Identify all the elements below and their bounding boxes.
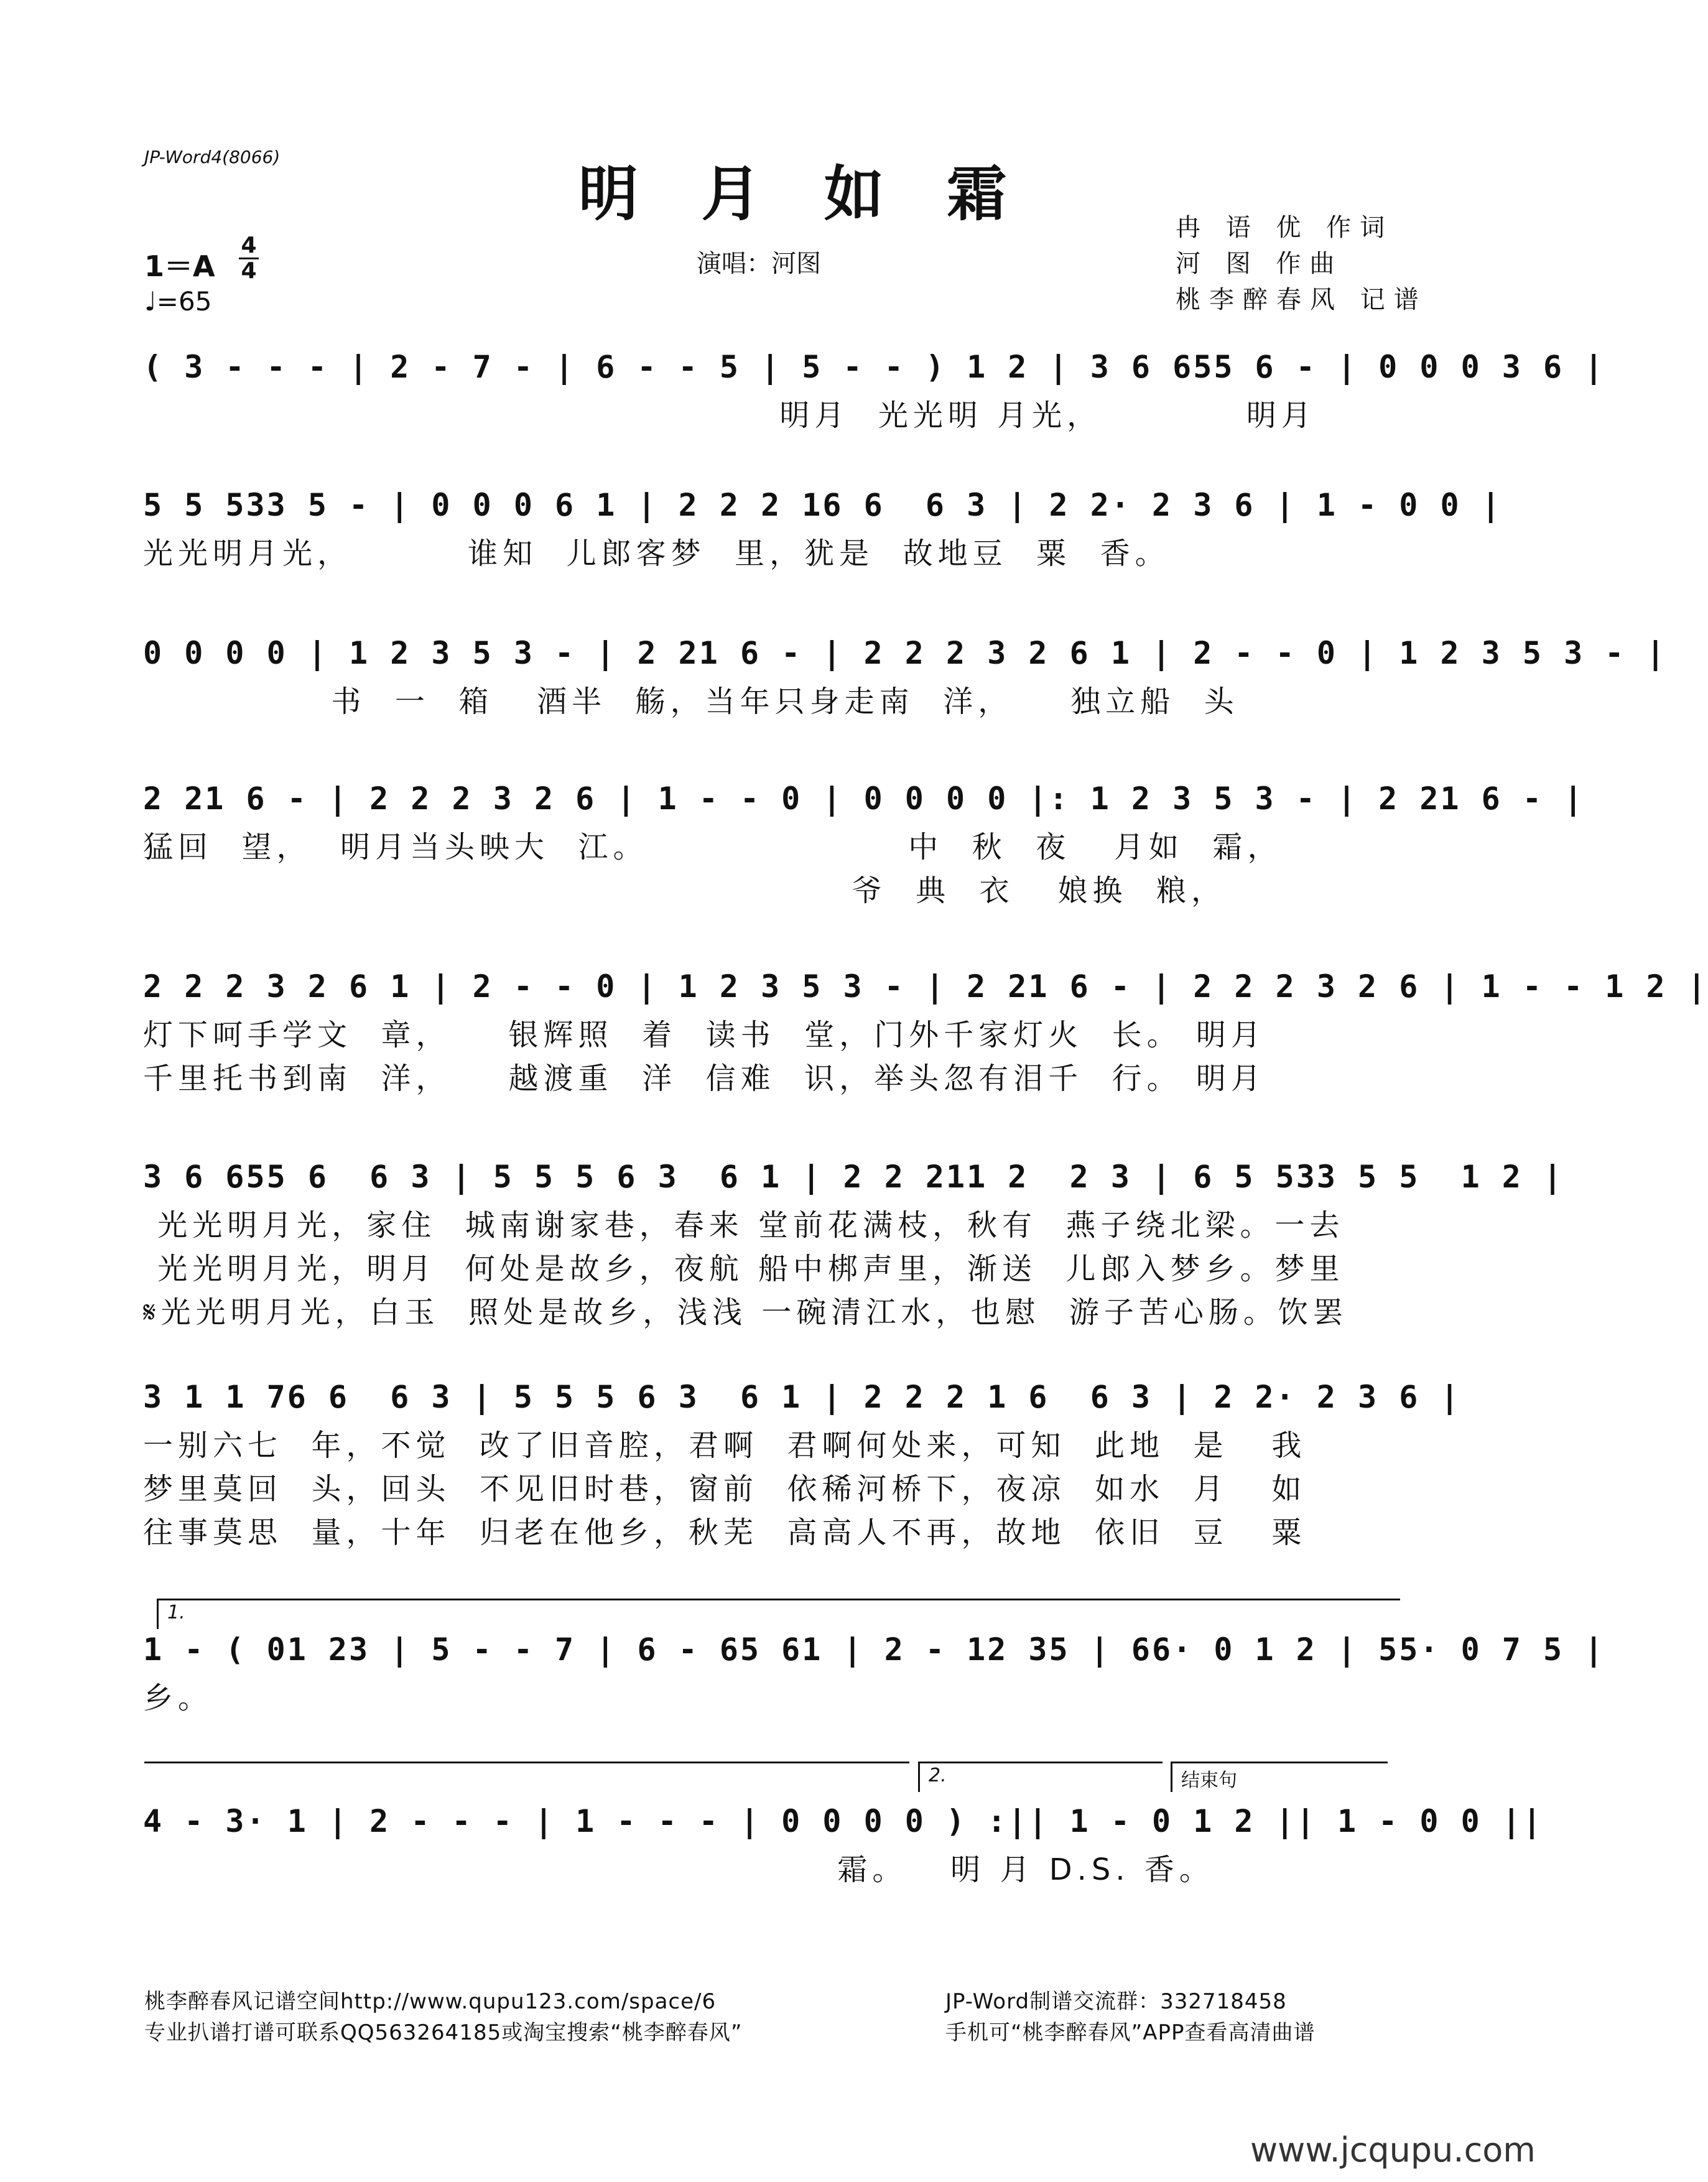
volta-1-continuation-line [144, 1762, 909, 1763]
footer-right-line-1: JP-Word制谱交流群：332718458 [945, 1989, 1287, 2014]
transcriber-credit: 桃李醉春风 记谱 [1176, 286, 1427, 314]
notes-line: 2 2 2 3 2 6 1 | 2 - - 0 | 1 2 3 5 3 - | 2 21 6 - | 2 2 2 3 2 6 | 1 - - 1 2 | [143, 968, 1708, 1005]
notes-line: ( 3 - - - | 2 - 7 - | 6 - - 5 | 5 - - ) 1 2 | 3 6 655 6 - | 0 0 0 3 6 | [143, 349, 1605, 385]
notes-line: 4 - 3· 1 | 2 - - - | 1 - - - | 0 0 0 0 ) :|| 1 - 0 1 2 || 1 - 0 0 || [143, 1803, 1543, 1839]
time-signature-bottom: 4 [241, 258, 257, 284]
lyric-verse-2: 梦里莫回 头，回头 不见旧时巷，窗前 依稀河桥下，夜凉 如水 月 如 [143, 1472, 1307, 1507]
time-signature-top: 4 [241, 233, 257, 258]
composer-credit: 河 图 作曲 [1176, 249, 1344, 278]
page-title: 明 月 如 霜 [578, 159, 1028, 229]
lyric-verse-1: 猛回 望， 明月当头映大 江。 中 秋 夜 月如 霜， [143, 830, 1283, 865]
system-2 [143, 486, 1502, 573]
ending-label: 结束句 [1181, 1770, 1237, 1791]
system-3 [143, 634, 1667, 722]
lyric-verse-2: 光光明月光，明月 何处是故乡，夜航 船中梆声里，渐送 儿郎入梦乡。梦里 [143, 1251, 1345, 1286]
volta-1-label: 1. [167, 1602, 185, 1623]
lyric-verse-1: 书 一 箱 酒半 觞，当年只身走南 洋， 独立船 头 [143, 684, 1239, 719]
lyric-verse-2: 千里托书到南 洋， 越渡重 洋 信难 识，举头忽有泪千 行。 明月 [143, 1061, 1266, 1096]
lyricist-credit: 冉 语 优 作词 [1176, 213, 1394, 242]
system-8 [143, 1631, 1605, 1718]
footer-left-line-1: 桃李醉春风记谱空间http://www.qupu123.com/space/6 [144, 1989, 717, 2014]
lyric-verse-1: 光光明月光，家住 城南谢家巷，春来 堂前花满枝，秋有 燕子绕北梁。一去 [143, 1208, 1345, 1243]
lyric-verse-2: 爷 典 衣 娘换 粮， [143, 873, 1226, 908]
lyric-verse-1: 乡。 [143, 1681, 213, 1715]
time-signature [236, 235, 261, 282]
system-4 [143, 780, 1585, 908]
software-label: JP-Word4(8066) [144, 147, 281, 167]
notes-line: 1 - ( 01 23 | 5 - - 7 | 6 - 65 61 | 2 - 12 35 | 66· 0 1 2 | 55· 0 7 5 | [143, 1632, 1605, 1668]
lyric-verse-1: 霜。 明 月 D.S. 香。 [143, 1852, 1214, 1887]
notes-line: 0 0 0 0 | 1 2 3 5 3 - | 2 21 6 - | 2 2 2 3 2 6 1 | 2 - - 0 | 1 2 3 5 3 - | [143, 635, 1667, 671]
ending-bracket [1171, 1762, 1388, 1792]
system-6 [143, 1158, 1564, 1330]
volta-1-bracket [157, 1599, 1400, 1629]
key-signature: 1＝A [144, 249, 215, 283]
lyric-verse-1: 一别六七 年，不觉 改了旧音腔，君啊 君啊何处来，可知 此地 是 我 [143, 1428, 1307, 1463]
system-9 [143, 1803, 1543, 1890]
lyric-verse-1: 光光明月光， 谁知 儿郎客梦 里，犹是 故地豆 粟 香。 [143, 536, 1170, 571]
singer-credit: 演唱：河图 [697, 249, 821, 278]
notes-line: 3 1 1 76 6 6 3 | 5 5 5 6 3 6 1 | 2 2 2 1 6 6 3 | 2 2· 2 3 6 | [143, 1379, 1461, 1415]
lyric-verse-1: 明月 光光明 月光， 明月 [143, 398, 1316, 433]
lyric-verse-3: 往事莫思 量，十年 归老在他乡，秋芜 高高人不再，故地 依旧 豆 粟 [143, 1515, 1307, 1550]
footer-left-line-2: 专业扒谱打谱可联系QQ563264185或淘宝搜索“桃李醉春风” [144, 2020, 743, 2045]
notes-line: 2 21 6 - | 2 2 2 3 2 6 | 1 - - 0 | 0 0 0 0 |: 1 2 3 5 3 - | 2 21 6 - | [143, 781, 1585, 817]
notes-line: 3 6 655 6 6 3 | 5 5 5 6 3 6 1 | 2 2 211 2 2 3 | 6 5 533 5 5 1 2 | [143, 1159, 1564, 1195]
lyric-verse-3: 𝄋光光明月光，白玉 照处是故乡，浅浅 一碗清江水，也慰 游子苦心肠。饮罢 [143, 1295, 1348, 1330]
system-1 [143, 348, 1605, 435]
system-7 [143, 1378, 1461, 1550]
footer-right-line-2: 手机可“桃李醉春风”APP查看高清曲谱 [945, 2020, 1316, 2045]
volta-2-bracket [918, 1762, 1163, 1792]
watermark: www.jcqupu.com [1250, 2130, 1536, 2170]
volta-2-label: 2. [929, 1765, 947, 1786]
tempo-marking: ♩=65 [144, 286, 212, 317]
lyric-verse-1: 灯下呵手学文 章， 银辉照 着 读书 堂，门外千家灯火 长。 明月 [143, 1018, 1266, 1052]
notes-line: 5 5 533 5 - | 0 0 0 6 1 | 2 2 2 16 6 6 3 | 2 2· 2 3 6 | 1 - 0 0 | [143, 487, 1502, 523]
system-5 [143, 968, 1708, 1096]
